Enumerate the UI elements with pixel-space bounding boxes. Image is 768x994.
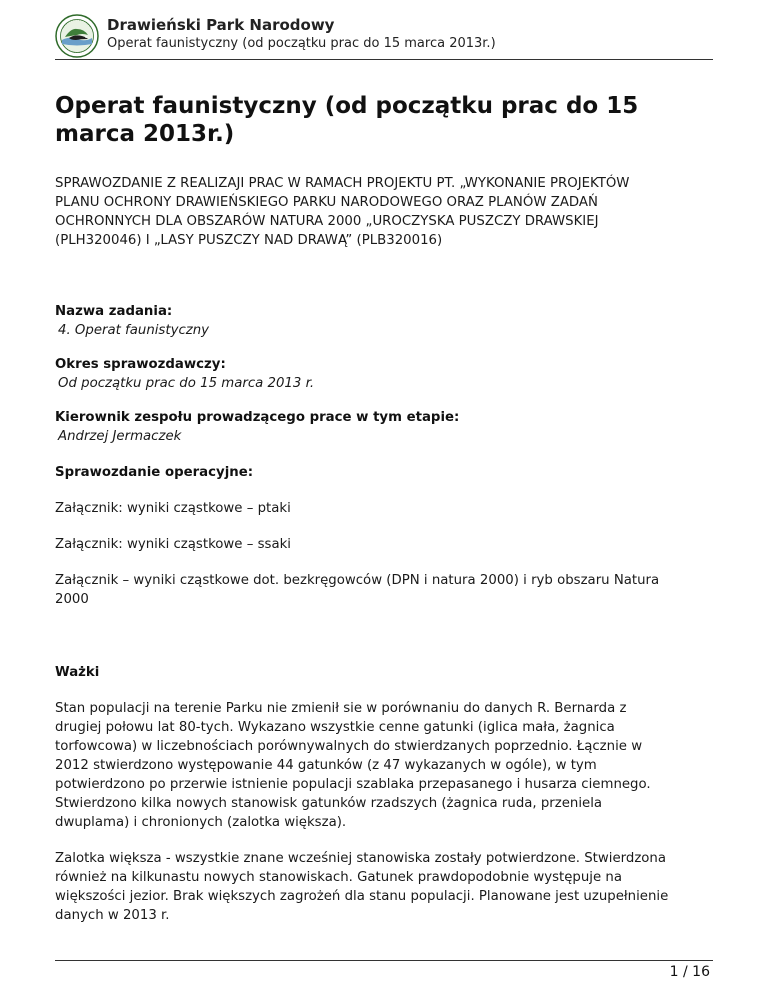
attachment-mammals: Załącznik: wyniki cząstkowe – ssaki <box>55 537 291 552</box>
field-label: Kierownik zespołu prowadzącego prace w tym etapie: <box>55 410 460 425</box>
field-value: Od początku prac do 15 marca 2013 r. <box>58 376 315 391</box>
field-value: Andrzej Jermaczek <box>58 429 182 444</box>
field-team-leader <box>55 408 675 446</box>
paragraph-population-status: Stan populacji na terenie Parku nie zmienił sie w porównaniu do danych R. Bernarda z drugiej połowu lat 80-tych. Wykazano wszystkie cenne gatunki (iglica mała, żagnica torfowcowa) w liczebnościach porównywalnych do stwierdzanych poprzednio. Łącznie w 2012 stwierdzono występowanie 44 gatunków (z 47 wykazanych w ogóle), w tym potwierdzono po przerwie istnienie populacji szablaka przepasanego i husarza ciemnego. Stwierdzono kilka nowych stanowisk gatunków rzadszych (żagnica ruda, przeniela dwuplama) i chronionych (zalotka większa). <box>55 701 651 830</box>
page-number: 1 / 16 <box>669 964 710 980</box>
attachment-invertebrates-fish: Załącznik – wyniki cząstkowe dot. bezkręgowców (DPN i natura 2000) i ryb obszaru Natura 2000 <box>55 573 660 607</box>
section-heading-dragonflies: Ważki <box>55 665 100 680</box>
attachment-birds: Załącznik: wyniki cząstkowe – ptaki <box>55 501 291 516</box>
document-body <box>55 92 675 942</box>
header-subtitle: Operat faunistyczny (od początku prac do 15 marca 2013r.) <box>107 36 496 51</box>
page-header <box>55 14 713 60</box>
report-intro: SPRAWOZDANIE Z REALIZAJI PRAC W RAMACH PROJEKTU PT. „WYKONANIE PROJEKTÓW PLANU OCHRONY DRAWIEŃSKIEGO PARKU NARODOWEGO ORAZ PLANÓW ZADAŃ OCHRONNYCH DLA OBSZARÓW NATURA 2000 „UROCZYSKA PUSZCZY DRAWSKIEJ (PLH320046) I „LASY PUSZCZY NAD DRAWĄ” (PLB320016) <box>55 176 630 248</box>
footer-divider <box>55 960 713 961</box>
field-task-name <box>55 302 675 340</box>
field-value: 4. Operat faunistyczny <box>58 323 210 338</box>
site-name: Drawieński Park Narodowy <box>107 16 335 34</box>
park-logo-icon <box>55 14 99 58</box>
operational-report-heading: Sprawozdanie operacyjne: <box>55 465 254 480</box>
field-label: Okres sprawozdawczy: <box>55 357 226 372</box>
field-reporting-period <box>55 355 675 393</box>
field-label: Nazwa zadania: <box>55 304 173 319</box>
paragraph-zalotka: Zalotka większa - wszystkie znane wcześniej stanowiska zostały potwierdzone. Stwierdzona również na kilkunastu nowych stanowiskach. Gatunek prawdopodobnie występuje na większości jezior. Brak większych zagrożeń dla stanu populacji. Planowane jest uzupełnienie danych w 2013 r. <box>55 851 669 923</box>
document-title: Operat faunistyczny (od początku prac do 15 marca 2013r.) <box>55 93 639 147</box>
